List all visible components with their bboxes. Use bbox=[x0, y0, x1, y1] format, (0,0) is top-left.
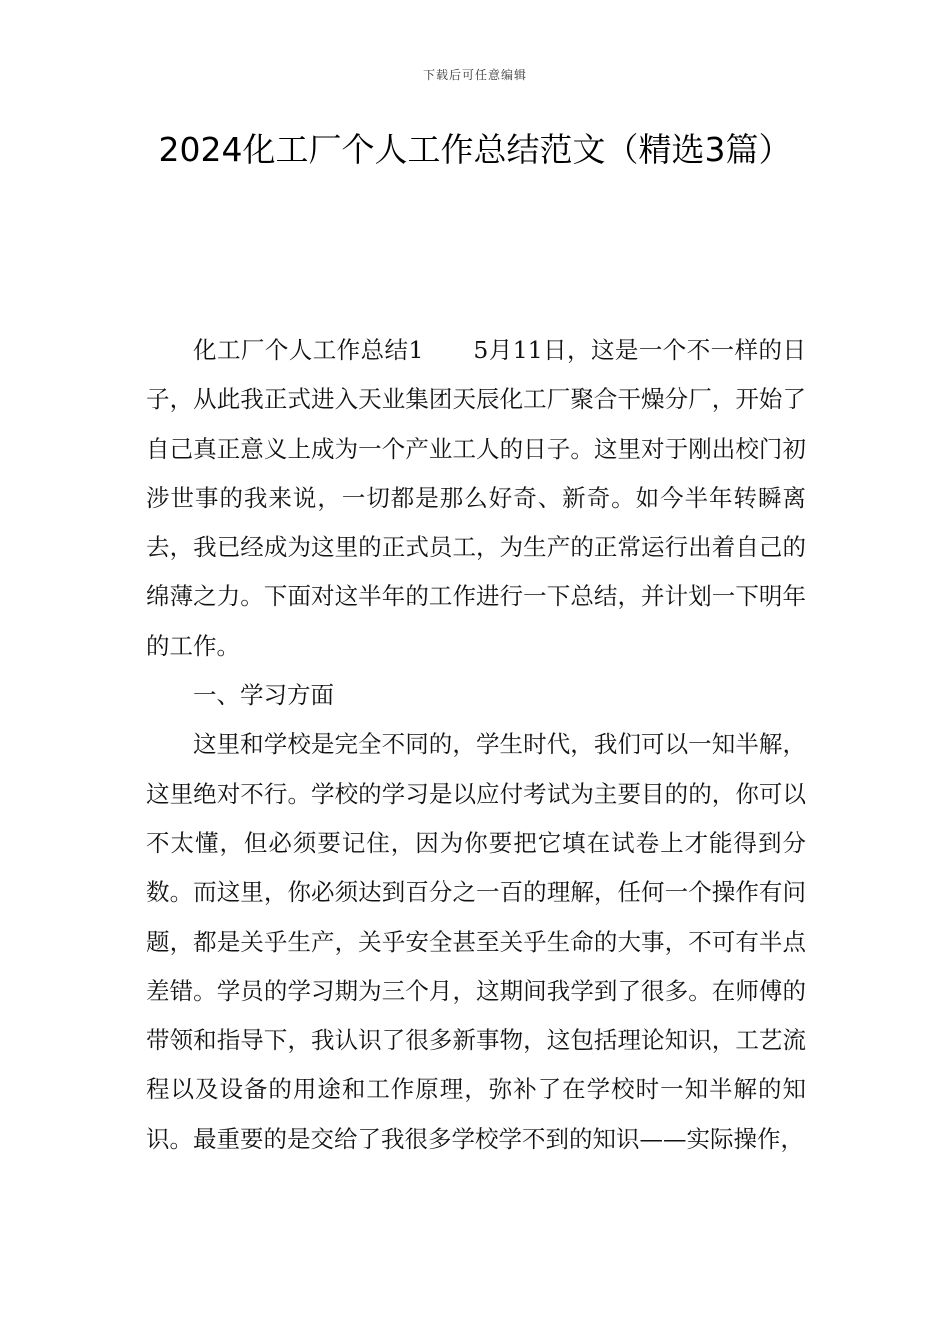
document-body bbox=[146, 326, 806, 1164]
section-paragraph: 这里和学校是完全不同的，学生时代，我们可以一知半解，这里绝对不行。学校的学习是以应付考试为主要目的的，你可以不太懂，但必须要记住，因为你要把它填在试卷上才能得到分数。而这里，你必须达到百分之一百的理解，任何一个操作有问题，都是关乎生产，关乎安全甚至关乎生命的大事，不可有半点差错。学员的学习期为三个月，这期间我学到了很多。在师傅的带领和指导下，我认识了很多新事物，这包括理论知识，工艺流程以及设备的用途和工作原理，弥补了在学校时一知半解的知识。最重要的是交给了我很多学校学不到的知识——实际操作， bbox=[146, 730, 806, 1153]
intro-paragraph bbox=[146, 326, 806, 671]
intro-text: 5月11日，这是一个不一样的日子，从此我正式进入天业集团天辰化工厂聚合干燥分厂，开始了自己真正意义上成为一个产业工人的日子。这里对于刚出校门初涉世事的我来说，一切都是那么好奇、新奇。如今半年转瞬离去，我已经成为这里的正式员工，为生产的正常运行出着自己的绵薄之力。下面对这半年的工作进行一下总结，并计划一下明年的工作。 bbox=[146, 336, 807, 660]
document-title: 2024化工厂个人工作总结范文（精选3篇） bbox=[158, 130, 792, 169]
section-heading: 一、学习方面 bbox=[193, 681, 334, 710]
intro-lead: 化工厂个人工作总结1 bbox=[193, 336, 424, 364]
header-note: 下载后可任意编辑 bbox=[422, 68, 527, 82]
